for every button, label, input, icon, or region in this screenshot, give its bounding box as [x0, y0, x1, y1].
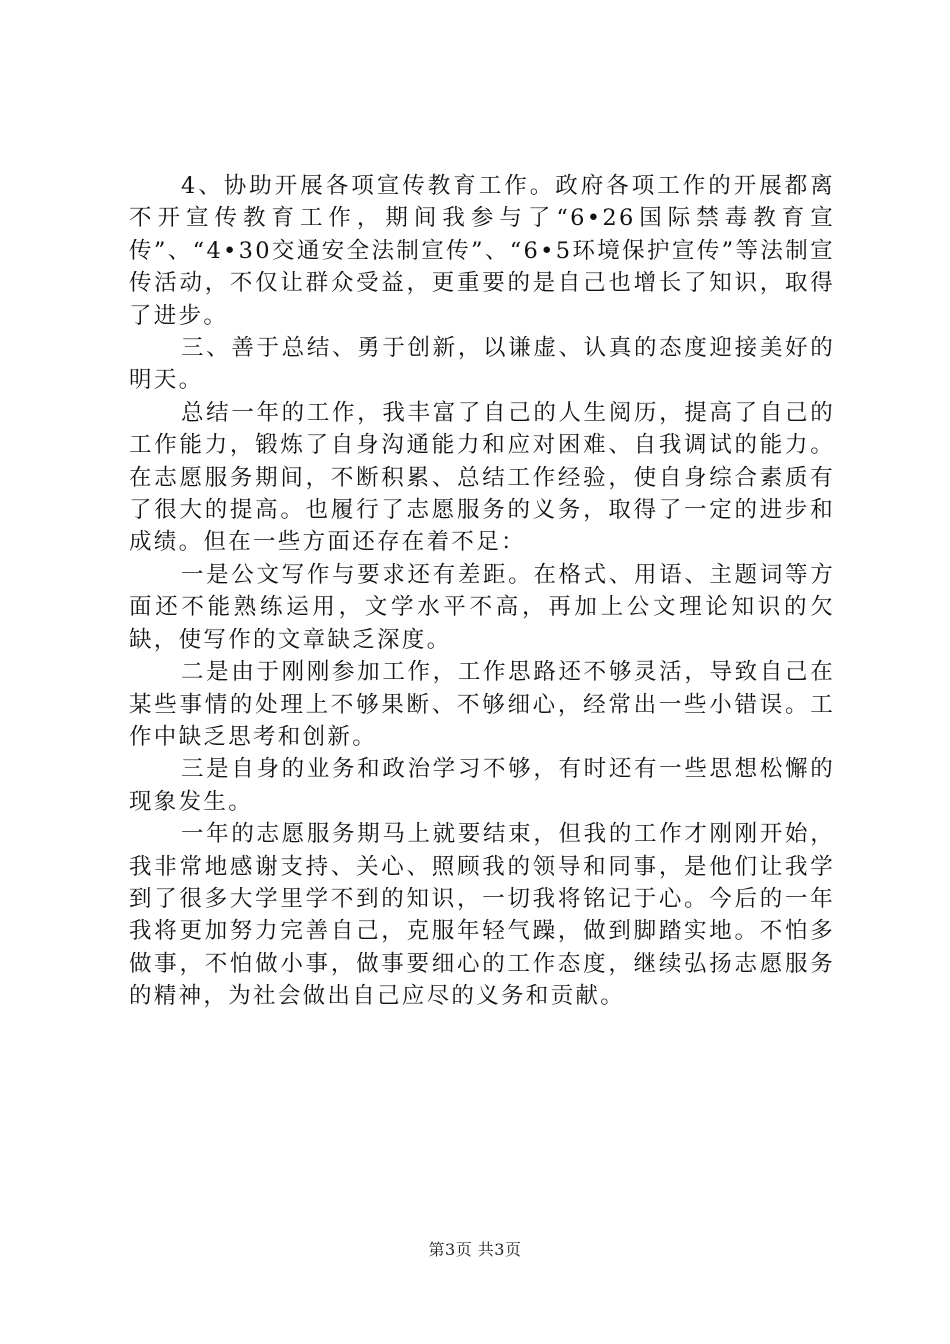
paragraph-section-three-heading: 三、善于总结、勇于创新，以谦虚、认真的态度迎接美好的明天。 — [129, 335, 835, 394]
document-body — [129, 170, 835, 1013]
paragraph-shortcoming-two: 二是由于刚刚参加工作，工作思路还不够灵活，导致自己在某些事情的处理上不够果断、不够细心，经常出一些小错误。工作中缺乏思考和创新。 — [129, 659, 835, 750]
paragraph-shortcoming-one: 一是公文写作与要求还有差距。在格式、用语、主题词等方面还不能熟练运用，文学水平不高，再加上公文理论知识的欠缺，使写作的文章缺乏深度。 — [129, 561, 835, 653]
paragraph-shortcoming-three: 三是自身的业务和政治学习不够，有时还有一些思想松懈的现象发生。 — [129, 756, 835, 815]
paragraph-closing: 一年的志愿服务期马上就要结束，但我的工作才刚刚开始，我非常地感谢支持、关心、照顾我的领导和同事，是他们让我学到了很多大学里学不到的知识，一切我将铭记于心。今后的一年我将更加努力完善自己，克服年轻气躁，做到脚踏实地。不怕多做事，不怕做小事，做事要细心的工作态度，继续弘扬志愿服务的精神，为社会做出自己应尽的义务和贡献。 — [129, 821, 835, 1010]
page-number-footer: 第3页 共3页 — [428, 1240, 522, 1259]
paragraph-publicity-work: 4、协助开展各项宣传教育工作。政府各项工作的开展都离不开宣传教育工作，期间我参与了“6•26国际禁毒教育宣传”、“4•30交通安全法制宣传”、“6•5环境保护宣传”等法制宣传活动，不仅让群众受益，更重要的是自己也增长了知识，取得了进步。 — [129, 173, 835, 329]
paragraph-annual-summary: 总结一年的工作，我丰富了自己的人生阅历，提高了自己的工作能力，锻炼了自身沟通能力和应对困难、自我调试的能力。在志愿服务期间，不断积累、总结工作经验，使自身综合素质有了很大的提高。也履行了志愿服务的义务，取得了一定的进步和成绩。但在一些方面还存在着不足： — [129, 399, 835, 556]
